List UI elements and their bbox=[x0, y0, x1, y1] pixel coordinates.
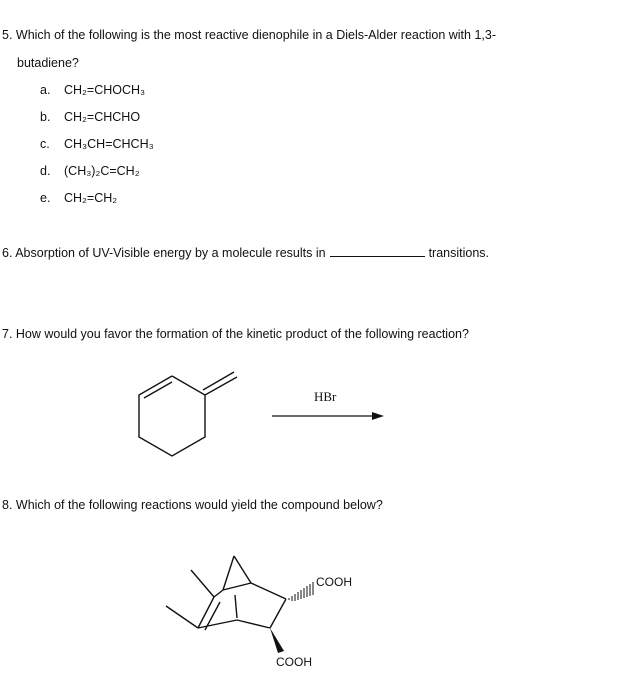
option-text: CH₂=CH₂ bbox=[64, 191, 118, 205]
option-letter: e. bbox=[40, 191, 51, 205]
question-5-line-2: butadiene? bbox=[17, 56, 79, 70]
option-text: (CH₃)₂C=CH₂ bbox=[64, 164, 140, 178]
question-6-before: 6. Absorption of UV-Visible energy by a molecule results in bbox=[2, 246, 326, 260]
option-text: CH₃CH=CHCH₃ bbox=[64, 137, 154, 151]
question-7: 7. How would you favor the formation of the kinetic product of the following reaction? bbox=[2, 327, 469, 341]
option-letter: d. bbox=[40, 164, 51, 178]
option-text: CH₂=CHOCH₃ bbox=[64, 83, 146, 97]
question-6-after: transitions. bbox=[428, 246, 490, 260]
option-letter: a. bbox=[40, 83, 51, 97]
option-text: CH₂=CHCHO bbox=[64, 110, 141, 124]
question-5-line-1: 5. Which of the following is the most reactive dienophile in a Diels-Alder reaction with 1,3- bbox=[2, 28, 496, 42]
option-letter: c. bbox=[40, 137, 50, 151]
option-letter: b. bbox=[40, 110, 51, 124]
carboxyl-group-bottom: COOH bbox=[276, 655, 312, 669]
question-8: 8. Which of the following reactions would yield the compound below? bbox=[2, 498, 383, 512]
reagent-label: HBr bbox=[314, 389, 337, 404]
carboxyl-group-right: COOH bbox=[316, 575, 352, 589]
